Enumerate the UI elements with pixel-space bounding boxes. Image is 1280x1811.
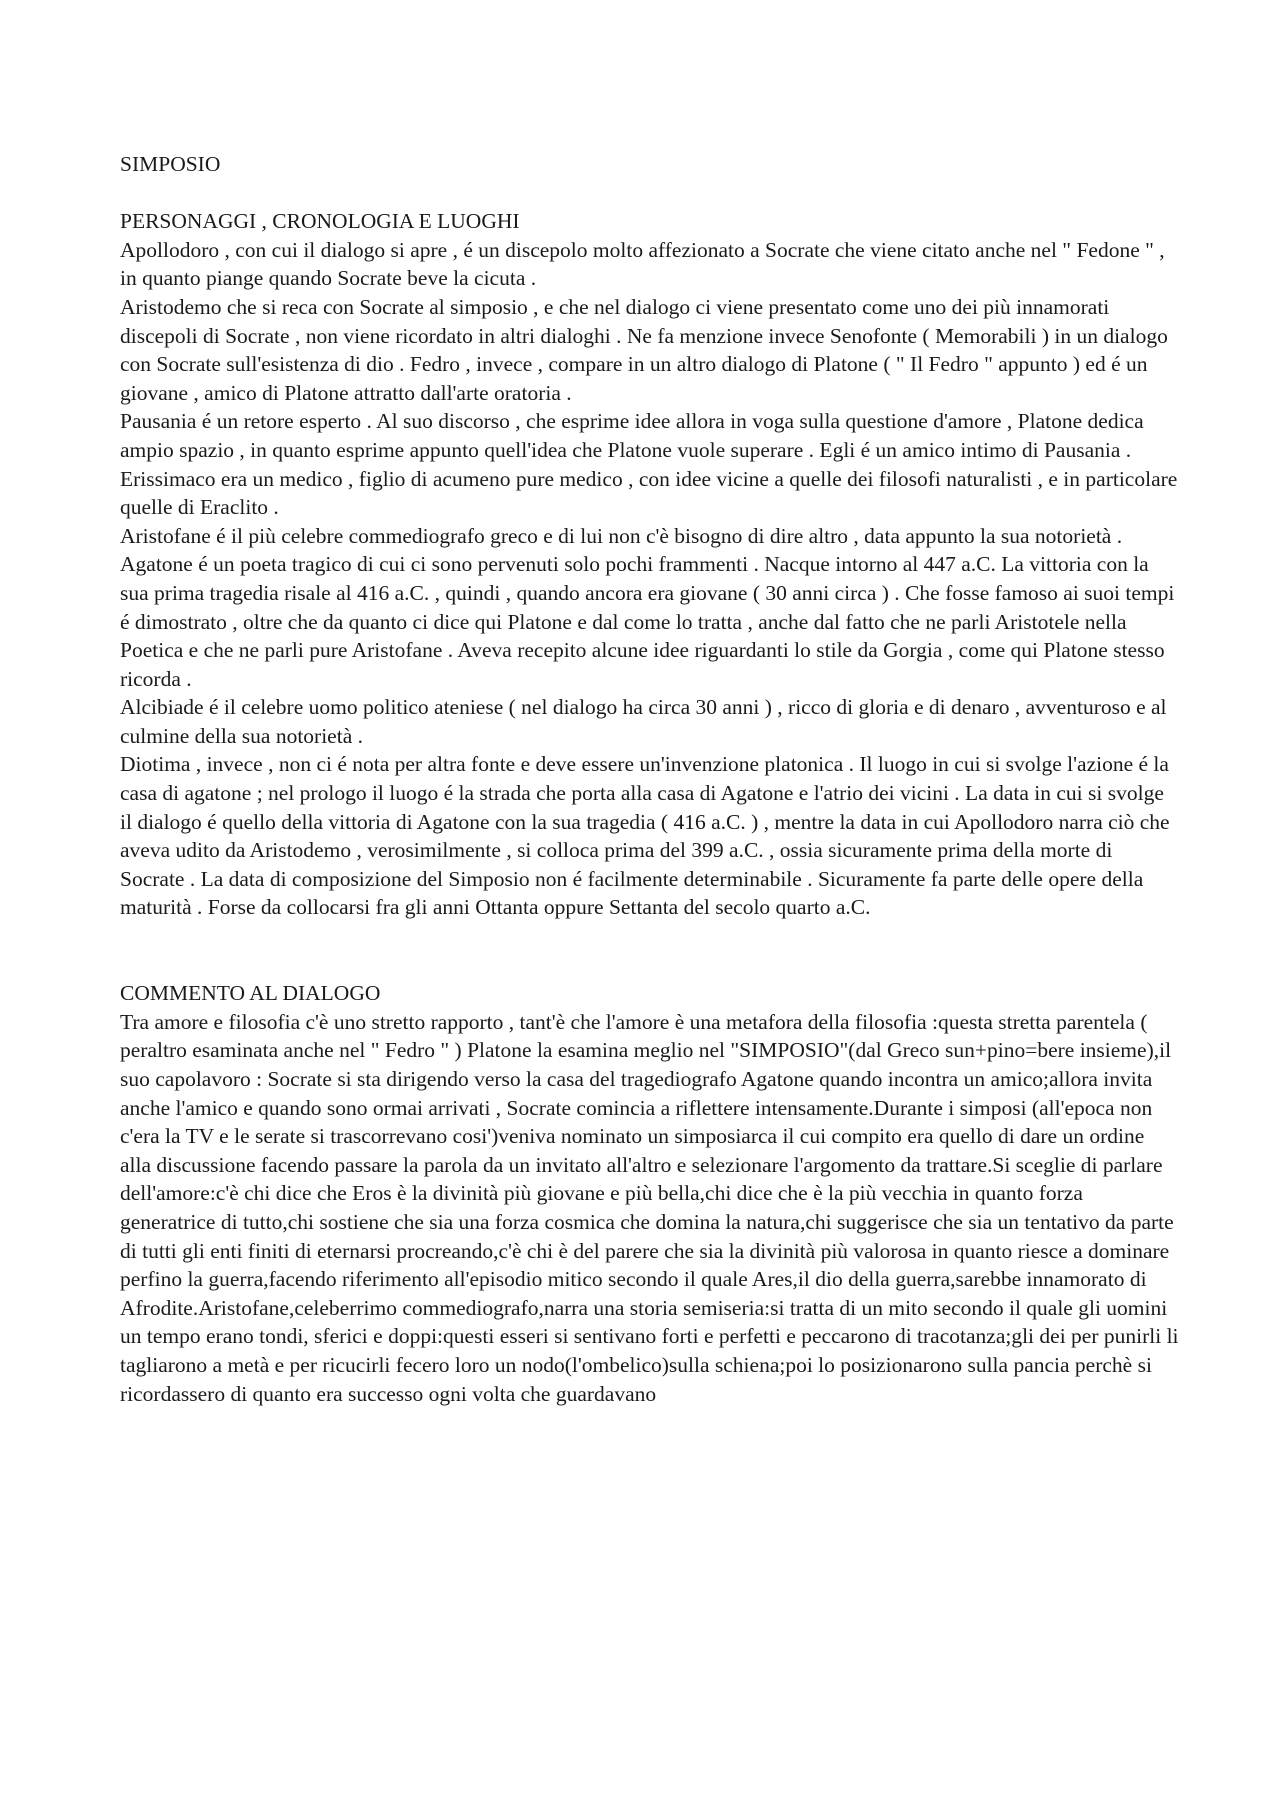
section-heading-personaggi: PERSONAGGI , CRONOLOGIA E LUOGHI <box>120 209 520 234</box>
paragraph-apollodoro: Apollodoro , con cui il dialogo si apre , é un discepolo molto affezionato a Socrate che viene citato anche nel " Fedone " , in quanto piange quando Socrate beve la cicuta . <box>120 237 1165 291</box>
section-heading-commento: COMMENTO AL DIALOGO <box>120 981 381 1006</box>
paragraph-erissimaco: Erissimaco era un medico , figlio di acumeno pure medico , con idee vicine a quelle dei filosofi naturalisti , e in particolare quelle di Eraclito . <box>120 466 1178 520</box>
paragraph-diotima: Diotima , invece , non ci é nota per altra fonte e deve essere un'invenzione platonica . Il luogo in cui si svolge l'azione é la casa di agatone ; nel prologo il luogo é la strada che porta alla casa di Agatone e l'atrio dei vicini . La data in cui si svolge il dialogo é quello della vittoria di Agatone con la sua tragedia ( 416 a.C. ) , mentre la data in cui Apollodoro narra ciò che aveva udito da Aristodemo , verosimilmente , si colloca prima del 399 a.C. , ossia sicuramente prima della morte di Socrate . La data di composizione del Simposio non é facilmente determinabile . Sicuramente fa parte delle opere della maturità . Forse da collocarsi fra gli anni Ottanta oppure Settanta del secolo quarto a.C. <box>120 752 1170 920</box>
paragraph-aristofane: Aristofane é il più celebre commediografo greco e di lui non c'è bisogno di dire altro , data appunto la sua notorietà . <box>120 523 1123 548</box>
spacer <box>120 179 1180 208</box>
spacer <box>120 922 1180 979</box>
paragraph-agatone: Agatone é un poeta tragico di cui ci sono pervenuti solo pochi frammenti . Nacque intorno al 447 a.C. La vittoria con la sua prima tragedia risale al 416 a.C. , quindi , quando ancora era giovane ( 30 anni circa ) . Che fosse famoso ai suoi tempi é dimostrato , oltre che da quanto ci dice qui Platone e dal come lo tratta , anche dal fatto che ne parli Aristotele nella Poetica e che ne parli pure Aristofane . Aveva recepito alcune idee riguardanti lo stile da Gorgia , come qui Platone stesso ricorda . <box>120 552 1175 691</box>
document-body <box>120 150 1180 1408</box>
paragraph-commento: Tra amore e filosofia c'è uno stretto rapporto , tant'è che l'amore è una metafora della filosofia :questa stretta parentela ( peraltro esaminata anche nel " Fedro " ) Platone la esamina meglio nel "SIMPOSIO"(dal Greco sun+pino=bere insieme),il suo capolavoro : Socrate si sta dirigendo verso la casa del tragediografo Agatone quando incontra un amico;allora invita anche l'amico e quando sono ormai arrivati , Socrate comincia a riflettere intensamente.Durante i simposi (all'epoca non c'era la TV e le serate si trascorrevano cosi')veniva nominato un simposiarca il cui compito era quello di dare un ordine alla discussione facendo passare la parola da un invitato all'altro e selezionare l'argomento da trattare.Si sceglie di parlare dell'amore:c'è chi dice che Eros è la divinità più giovane e più bella,chi dice che è la più vecchia in quanto forza generatrice di tutto,chi sostiene che sia una forza cosmica che domina la natura,chi suggerisce che sia un tentativo da parte di tutti gli enti finiti di eternarsi procreando,c'è chi è del parere che sia la divinità più valorosa in quanto riesce a dominare perfino la guerra,facendo riferimento all'episodio mitico secondo il quale Ares,il dio della guerra,sarebbe innamorato di Afrodite.Aristofane,celeberrimo commediografo,narra una storia semiseria:si tratta di un mito secondo il quale gli uomini un tempo erano tondi, sferici e doppi:questi esseri si sentivano forti e perfetti e peccarono di tracotanza;gli dei per punirli li tagliarono a metà e per ricucirli fecero loro un nodo(l'ombelico)sulla schiena;poi lo posizionarono sulla pancia perchè si ricordassero di quanto era successo ogni volta che guardavano <box>120 1009 1179 1406</box>
document-title: SIMPOSIO <box>120 152 221 176</box>
paragraph-pausania: Pausania é un retore esperto . Al suo discorso , che esprime idee allora in voga sulla questione d'amore , Platone dedica ampio spazio , in quanto esprime appunto quell'idea che Platone vuole superare . Egli é un amico intimo di Pausania . <box>120 409 1144 462</box>
paragraph-aristodemo: Aristodemo che si reca con Socrate al simposio , e che nel dialogo ci viene presentato come uno dei più innamorati discepoli di Socrate , non viene ricordato in altri dialoghi . Ne fa menzione invece Senofonte ( Memorabili ) in un dialogo con Socrate sull'esistenza di dio . Fedro , invece , compare in un altro dialogo di Platone ( " Il Fedro " appunto ) ed é un giovane , amico di Platone attratto dall'arte oratoria . <box>120 294 1168 405</box>
paragraph-alcibiade: Alcibiade é il celebre uomo politico ateniese ( nel dialogo ha circa 30 anni ) , ricco di gloria e di denaro , avventuroso e al culmine della sua notorietà . <box>120 695 1167 748</box>
